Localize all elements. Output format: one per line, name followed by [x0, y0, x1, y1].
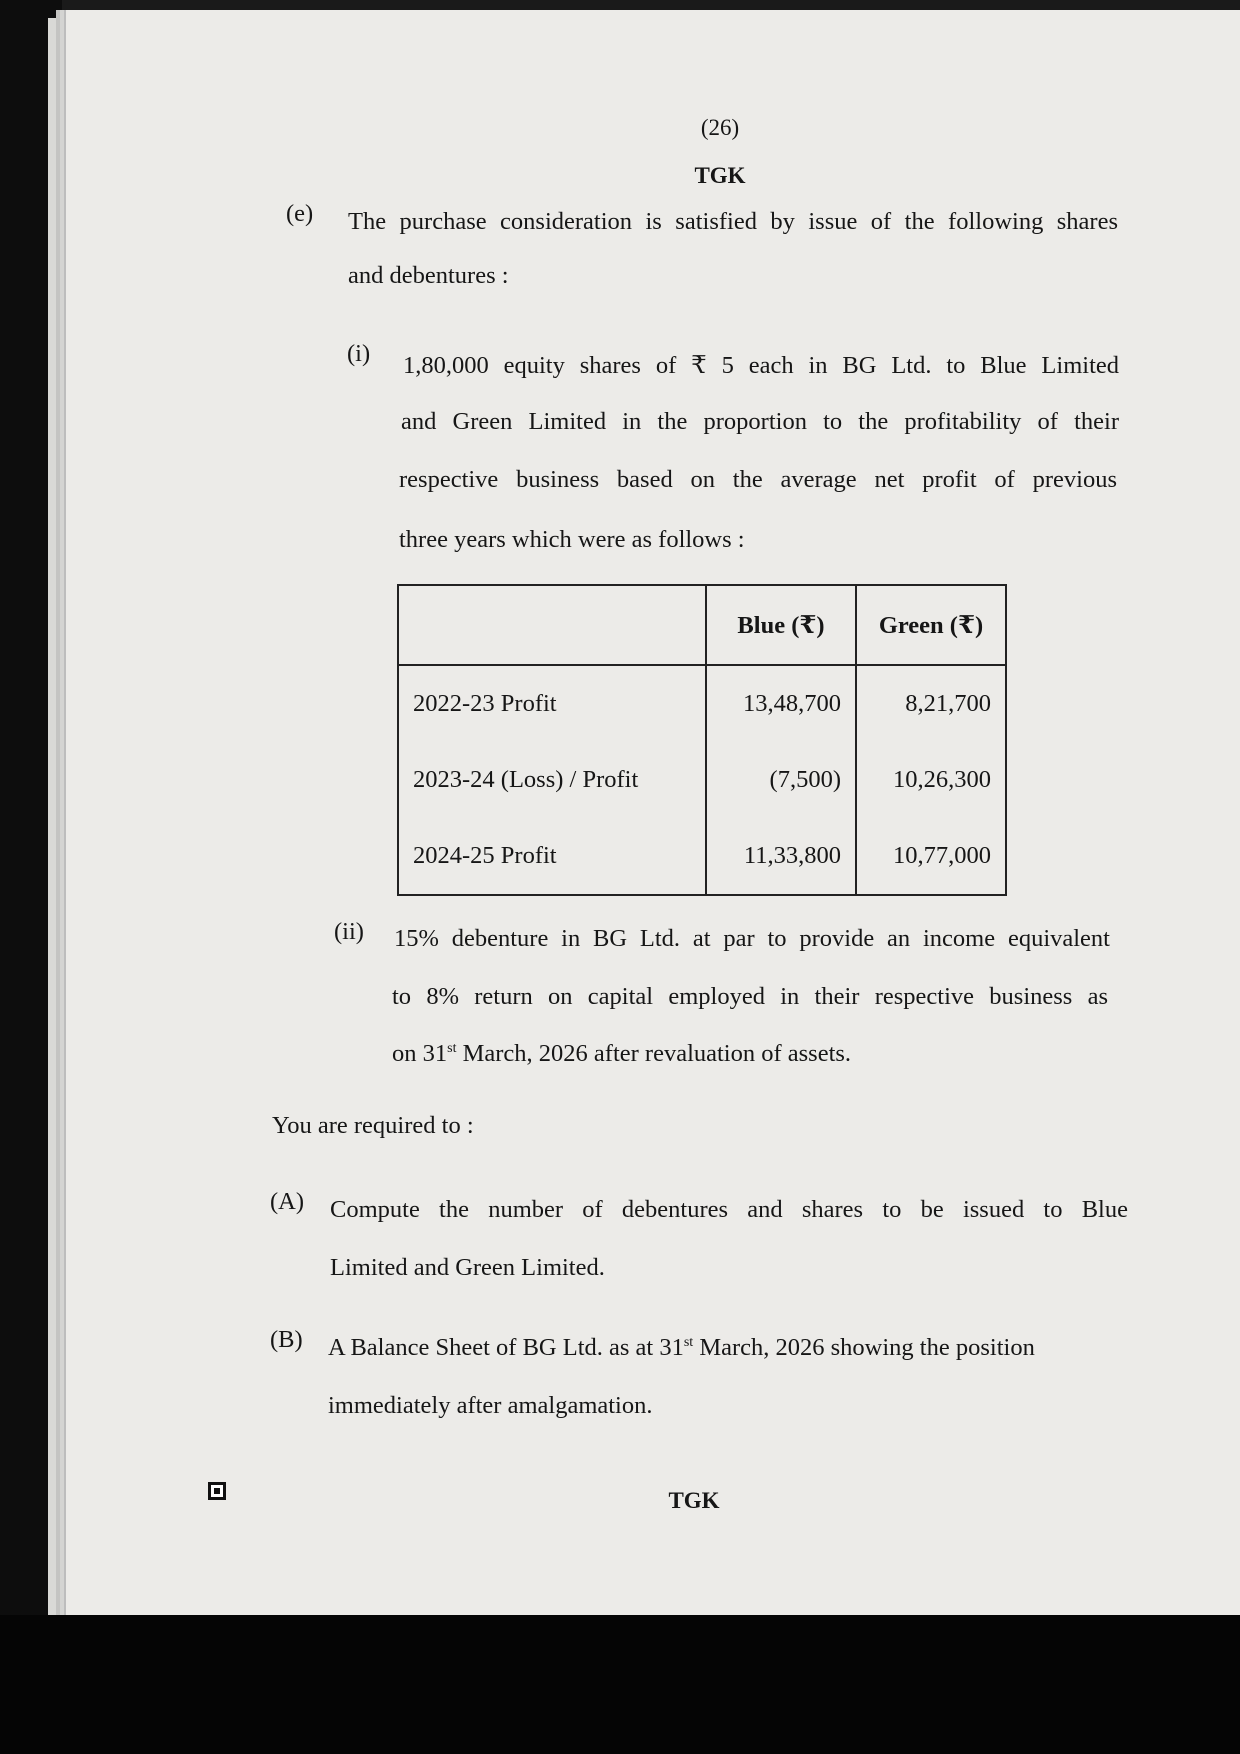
part-e-label: (e)	[286, 200, 314, 227]
table-row	[398, 818, 1006, 895]
part-e-line-2: and debentures :	[348, 262, 509, 289]
item-ii-line-2: to 8% return on capital employed in their respective business as	[392, 983, 1108, 1010]
item-i-line-4: three years which were as follows :	[399, 526, 745, 553]
table-header-green: Green (₹)	[856, 585, 1006, 665]
table-row	[398, 742, 1006, 818]
table-header-blank	[398, 585, 706, 665]
scan-dark-bottom	[0, 1615, 1240, 1754]
item-ii-line-3: on 31st March, 2026 after revaluation of assets.	[392, 1040, 852, 1067]
header-code: TGK	[694, 163, 746, 188]
req-b-line-2: immediately after amalgamation.	[328, 1392, 653, 1419]
table-cell-green: 8,21,700	[856, 665, 1006, 742]
table-cell-green: 10,77,000	[856, 818, 1006, 895]
page-number: (26)	[700, 115, 740, 140]
req-a-line-1: Compute the number of debentures and shares to be issued to Blue	[330, 1196, 1128, 1223]
table-cell-blue: (7,500)	[706, 742, 856, 818]
table-header-blue: Blue (₹)	[706, 585, 856, 665]
table-cell-blue: 11,33,800	[706, 818, 856, 895]
table-row	[398, 665, 1006, 742]
req-a-line-2: Limited and Green Limited.	[330, 1254, 605, 1281]
item-i-line-2: and Green Limited in the proportion to the profitability of their	[401, 408, 1119, 435]
req-a-label: (A)	[270, 1188, 305, 1215]
part-e-line-1: The purchase consideration is satisfied by issue of the following shares	[348, 208, 1118, 235]
item-i-label: (i)	[347, 340, 371, 367]
profit-table	[397, 584, 1007, 896]
item-i-line-1: 1,80,000 equity shares of ₹ 5 each in BG Ltd. to Blue Limited	[403, 352, 1119, 379]
req-b-label: (B)	[270, 1326, 303, 1353]
table-cell-year: 2024-25 Profit	[398, 818, 706, 895]
item-ii-line-1: 15% debenture in BG Ltd. at par to provide an income equivalent	[394, 925, 1110, 952]
footer-code: TGK	[668, 1488, 720, 1513]
required-intro: You are required to :	[272, 1112, 474, 1139]
table-header-row	[398, 585, 1006, 665]
table-cell-blue: 13,48,700	[706, 665, 856, 742]
req-b-line-1: A Balance Sheet of BG Ltd. as at 31st March, 2026 showing the position	[328, 1334, 1035, 1361]
table-cell-green: 10,26,300	[856, 742, 1006, 818]
item-i-line-3: respective business based on the average net profit of previous	[399, 466, 1117, 493]
table-cell-year: 2022-23 Profit	[398, 665, 706, 742]
item-ii-label: (ii)	[334, 918, 364, 945]
table-cell-year: 2023-24 (Loss) / Profit	[398, 742, 706, 818]
scan-marker-icon	[208, 1482, 226, 1500]
